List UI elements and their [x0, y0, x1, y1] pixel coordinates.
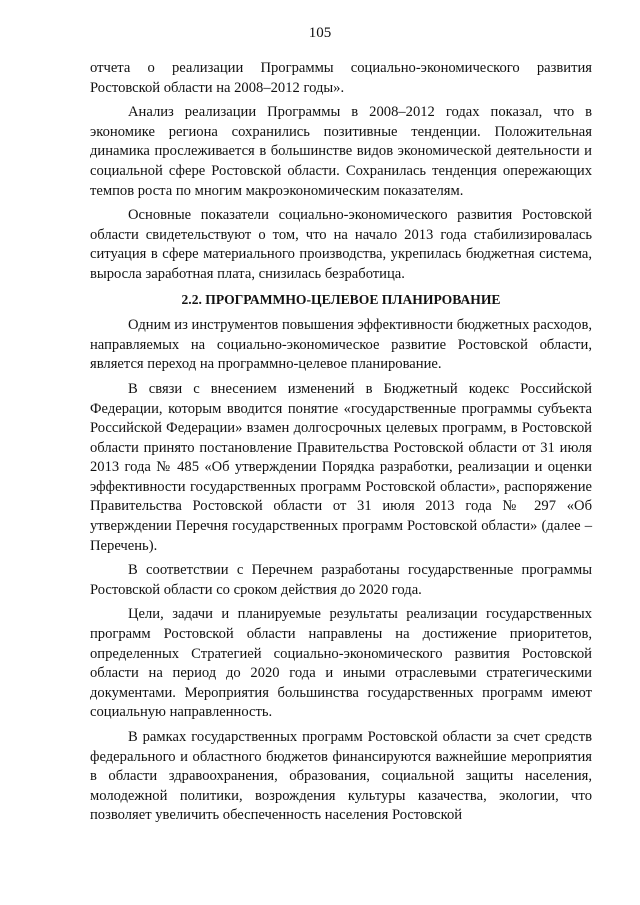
paragraph-goals: Цели, задачи и планируемые результаты реализации государственных программ Ростовской области направлены на достижение приоритетов, определенных Стратегией социально-экономического развития Ростовской области на период до 2020 года и иными отраслевыми стратегическими документами. Мероприятия большинства государственных программ имеют социальную направленность. — [90, 606, 592, 721]
page-body — [90, 59, 592, 831]
paragraph-program-analysis: Анализ реализации Программы в 2008–2012 годах показал, что в экономике региона сохранились позитивные тенденции. Положительная динамика прослеживается в большинстве видов экономической деятельности и социальной сфере Ростовской области. Сохранилась тенденция опережающих темпов роста по многим макроэкономическим показателям. — [90, 104, 592, 199]
page-number: 105 — [308, 25, 332, 41]
section-heading: 2.2. ПРОГРАММНО-ЦЕЛЕВОЕ ПЛАНИРОВАНИЕ — [181, 291, 501, 307]
paragraph-financing: В рамках государственных программ Ростовской области за счет средств федерального и областного бюджетов финансируются важнейшие мероприятия в области здравоохранения, образования, социальной защиты населения, молодежной политики, возрождения культуры казачества, экологии, что позволяет увеличить обеспеченность населения Ростовской — [90, 729, 592, 824]
paragraph-continuation: отчета о реализации Программы социально-экономического развития Ростовской области на 2008–2012 годы». — [90, 60, 592, 96]
paragraph-program-planning: Одним из инструментов повышения эффективности бюджетных расходов, направляемых на социально-экономическое развитие Ростовской области, является переход на программно-целевое планирование. — [90, 317, 592, 373]
paragraph-state-programs: В соответствии с Перечнем разработаны государственные программы Ростовской области со сроком действия до 2020 года. — [90, 562, 592, 598]
paragraph-budget-code: В связи с внесением изменений в Бюджетный кодекс Российской Федерации, которым вводится понятие «государственные программы субъекта Российской Федерации» взамен долгосрочных целевых программ, в Ростовской области принято постановление Правительства Ростовской области от 31 июля 2013 года № 485 «Об утверждении Порядка разработки, реализации и оценки эффективности государственных программ Ростовской области», распоряжение Правительства Ростовской области от 31 июля 2013 года № 297 «Об утверждении Перечня государственных программ Ростовской области» (далее – Перечень). — [90, 380, 592, 554]
paragraph-key-indicators: Основные показатели социально-экономического развития Ростовской области свидетельствуют о том, что на начало 2013 года стабилизировалась ситуация в сфере материального производства, укрепилась бюджетная система, выросла заработная плата, снизилась безработица. — [90, 207, 592, 282]
